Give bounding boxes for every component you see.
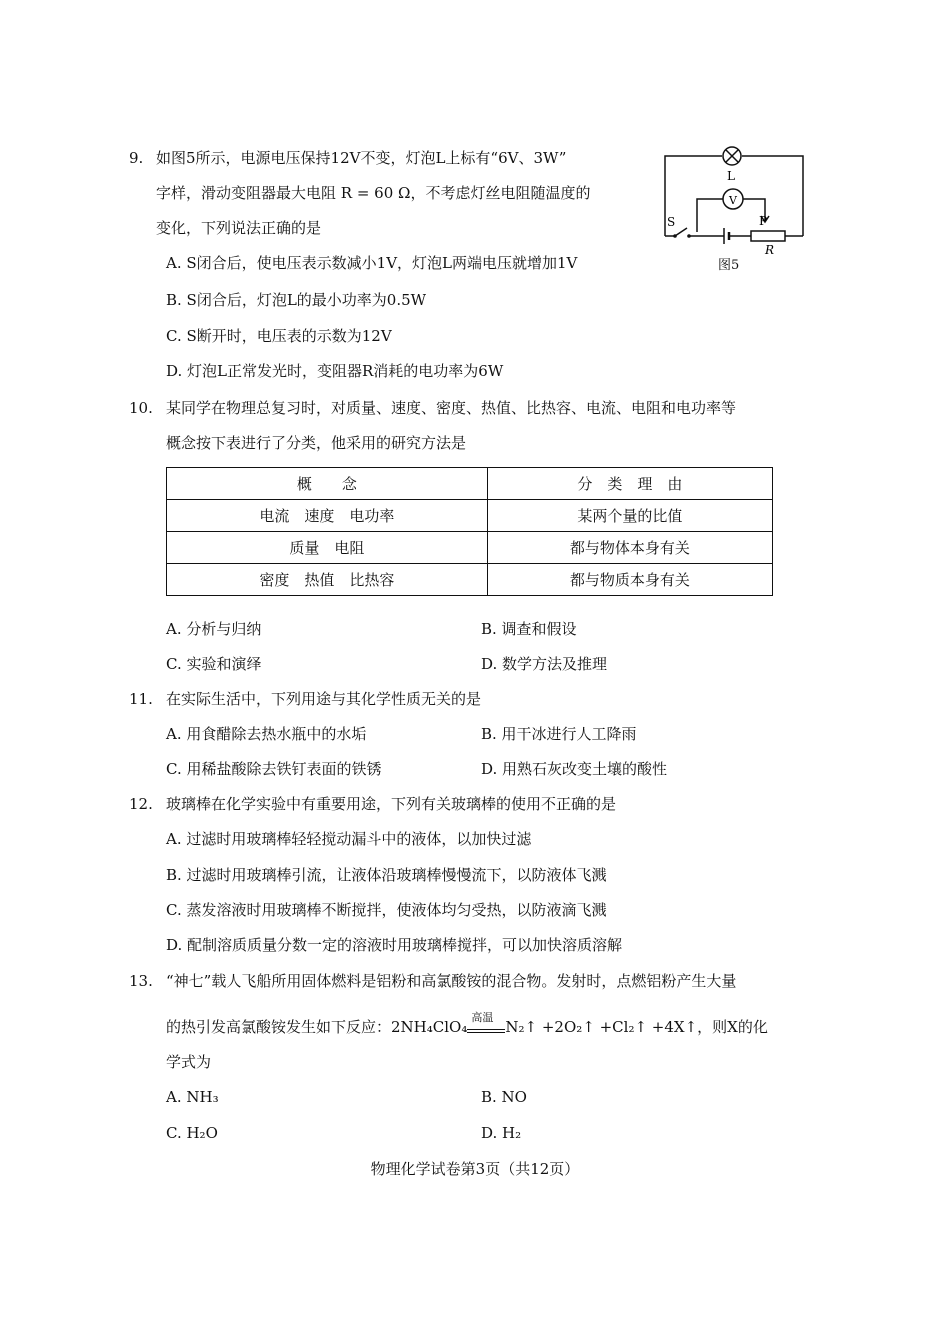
q10-option-d: D. 数学方法及推理 <box>481 655 608 673</box>
label-r: R <box>765 243 775 257</box>
q13-option-a: A. NH₃ <box>166 1088 219 1106</box>
circuit-figure <box>655 142 815 276</box>
q10-option-b: B. 调查和假设 <box>481 620 577 638</box>
q10-option-c: C. 实验和演绎 <box>166 655 262 673</box>
q10-stem-line-2: 概念按下表进行了分类，他采用的研究方法是 <box>166 434 467 452</box>
q9-stem-line-1: 如图5所示，电源电压保持12V不变，灯泡L上标有“6V、3W” <box>156 149 567 167</box>
q10-number: 10. <box>129 399 153 417</box>
q10-stem-line-1: 某同学在物理总复习时，对质量、速度、密度、热值、比热容、电流、电阻和电功率等 <box>166 399 737 417</box>
q13-option-b: B. NO <box>481 1088 527 1106</box>
q9-stem-line-3: 变化，下列说法正确的是 <box>156 219 322 237</box>
equation-left: 2NH₄ClO₄ <box>391 1018 468 1036</box>
q9-option-c: C. S断开时，电压表的示数为12V <box>166 327 392 345</box>
q9-stem-line-2: 字样，滑动变阻器最大电阻 R = 60 Ω，不考虑灯丝电阻随温度的 <box>156 184 591 202</box>
reaction-condition <box>467 1011 505 1038</box>
figure-caption: 图5 <box>718 258 740 273</box>
table-cell: 质量 电阻 <box>167 532 488 564</box>
q13-stem-prefix: 的热引发高氯酸铵发生如下反应： <box>166 1018 392 1036</box>
q12-option-d: D. 配制溶质质量分数一定的溶液时用玻璃棒搅拌，可以加快溶质溶解 <box>166 936 623 954</box>
q9-option-b: B. S闭合后，灯泡L的最小功率为0.5W <box>166 291 427 309</box>
q12-number: 12. <box>129 795 153 813</box>
label-l: L <box>727 169 735 183</box>
q11-option-a: A. 用食醋除去热水瓶中的水垢 <box>166 725 367 743</box>
q11-stem: 在实际生活中，下列用途与其化学性质无关的是 <box>166 690 482 708</box>
q11-option-c: C. 用稀盐酸除去铁钉表面的铁锈 <box>166 760 382 778</box>
table-header-row <box>167 468 773 500</box>
table-cell: 都与物质本身有关 <box>487 564 772 596</box>
q11-option-b: B. 用干冰进行人工降雨 <box>481 725 637 743</box>
header-concept: 概 念 <box>167 468 488 500</box>
q13-option-d: D. H₂ <box>481 1124 522 1142</box>
switch-contact-icon <box>687 234 691 238</box>
switch-contact-icon <box>673 234 677 238</box>
q12-option-b: B. 过滤时用玻璃棒引流，让液体沿玻璃棒慢慢流下，以防液体飞溅 <box>166 866 607 884</box>
q13-number: 13. <box>129 972 153 990</box>
q11-option-d: D. 用熟石灰改变土壤的酸性 <box>481 760 668 778</box>
page-footer: 物理化学试卷第3页（共12页） <box>370 1160 580 1178</box>
q13-stem-line-3: 学式为 <box>166 1053 212 1071</box>
q10-option-a: A. 分析与归纳 <box>166 620 262 638</box>
q9-option-d: D. 灯泡L正常发光时，变阻器R消耗的电功率为6W <box>166 362 504 380</box>
table-row <box>167 532 773 564</box>
table-cell: 都与物体本身有关 <box>487 532 772 564</box>
q13-stem-suffix: ，则X的化 <box>697 1018 768 1036</box>
table-cell: 电流 速度 电功率 <box>167 500 488 532</box>
q13-stem-line-1: “神七”载人飞船所用固体燃料是铝粉和高氯酸铵的混合物。发射时，点燃铝粉产生大量 <box>166 972 737 990</box>
table-cell: 某两个量的比值 <box>487 500 772 532</box>
condition-label: 高温 <box>471 1011 494 1024</box>
equation-right: N₂↑ +2O₂↑ +Cl₂↑ +4X↑ <box>505 1018 698 1036</box>
q12-option-a: A. 过滤时用玻璃棒轻轻搅动漏斗中的液体，以加快过滤 <box>166 830 532 848</box>
label-v: V <box>729 194 737 207</box>
q12-stem: 玻璃棒在化学实验中有重要用途，下列有关玻璃棒的使用不正确的是 <box>166 795 617 813</box>
q12-option-c: C. 蒸发溶液时用玻璃棒不断搅拌，使液体均匀受热，以防液滴飞溅 <box>166 901 607 919</box>
table-cell: 密度 热值 比热容 <box>167 564 488 596</box>
table-row <box>167 564 773 596</box>
table-row <box>167 500 773 532</box>
q13-option-c: C. H₂O <box>166 1124 218 1142</box>
header-reason: 分 类 理 由 <box>487 468 772 500</box>
classification-table <box>166 467 773 596</box>
q11-number: 11. <box>129 690 153 708</box>
label-s: S <box>667 215 676 229</box>
circuit-diagram <box>655 142 815 272</box>
label-p: P <box>759 214 768 228</box>
q13-stem-line-2 <box>166 1011 768 1038</box>
q9-number: 9. <box>129 149 144 167</box>
q9-option-a: A. S闭合后，使电压表示数减小1V，灯泡L两端电压就增加1V <box>166 254 578 272</box>
